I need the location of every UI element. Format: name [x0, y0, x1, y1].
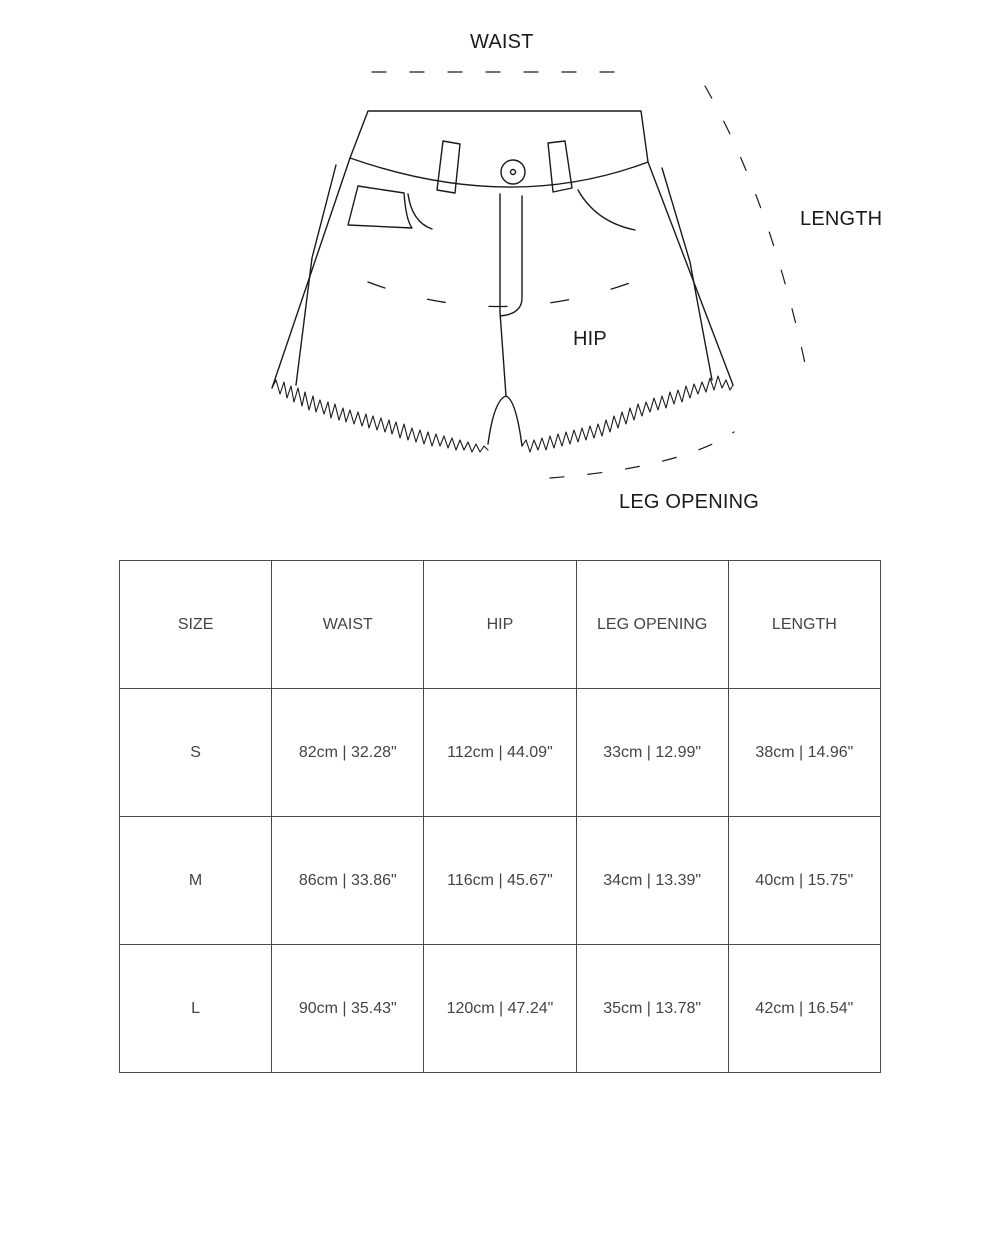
right-side-panel [662, 168, 712, 380]
left-pocket [348, 186, 412, 228]
crotch-opening [488, 396, 522, 446]
crotch-seam [500, 312, 506, 396]
header-length: LENGTH [728, 561, 880, 689]
hip-dashed-line [368, 280, 638, 307]
header-leg-opening: LEG OPENING [576, 561, 728, 689]
waist-cell: 82cm | 32.28" [272, 689, 424, 817]
header-hip: HIP [424, 561, 576, 689]
hip-cell: 112cm | 44.09" [424, 689, 576, 817]
waist-cell: 86cm | 33.86" [272, 817, 424, 945]
right-hem-fray [522, 376, 733, 452]
belt-loop-left [437, 141, 460, 193]
leg-opening-dashed-line [550, 432, 734, 478]
size-cell: M [120, 817, 272, 945]
shorts-drawing [0, 0, 1000, 540]
table-row [120, 945, 881, 1073]
table-row [120, 817, 881, 945]
leg-opening-cell: 34cm | 13.39" [576, 817, 728, 945]
length-cell: 42cm | 16.54" [728, 945, 880, 1073]
size-cell: S [120, 689, 272, 817]
hip-cell: 120cm | 47.24" [424, 945, 576, 1073]
shorts-measurement-diagram [0, 0, 1000, 540]
header-size: SIZE [120, 561, 272, 689]
hip-label: HIP [573, 328, 607, 350]
left-side-panel [296, 165, 336, 385]
right-pocket-curve [578, 190, 635, 230]
table-row [120, 689, 881, 817]
waistband [350, 111, 648, 187]
table-header-row [120, 561, 881, 689]
hip-cell: 116cm | 45.67" [424, 817, 576, 945]
waist-cell: 90cm | 35.43" [272, 945, 424, 1073]
left-side-seam [272, 158, 350, 388]
leg-opening-cell: 35cm | 13.78" [576, 945, 728, 1073]
waist-label: WAIST [470, 31, 534, 53]
size-cell: L [120, 945, 272, 1073]
button [501, 160, 525, 184]
length-cell: 40cm | 15.75" [728, 817, 880, 945]
header-waist: WAIST [272, 561, 424, 689]
leg-opening-cell: 33cm | 12.99" [576, 689, 728, 817]
left-pocket-curve [408, 194, 432, 229]
right-side-seam [648, 162, 733, 385]
fly-stitch [500, 196, 522, 316]
size-chart-table [119, 560, 881, 1073]
length-dashed-line [705, 86, 806, 368]
length-label: LENGTH [800, 208, 883, 230]
left-hem-fray [272, 380, 488, 452]
leg-opening-label: LEG OPENING [619, 491, 760, 513]
length-cell: 38cm | 14.96" [728, 689, 880, 817]
